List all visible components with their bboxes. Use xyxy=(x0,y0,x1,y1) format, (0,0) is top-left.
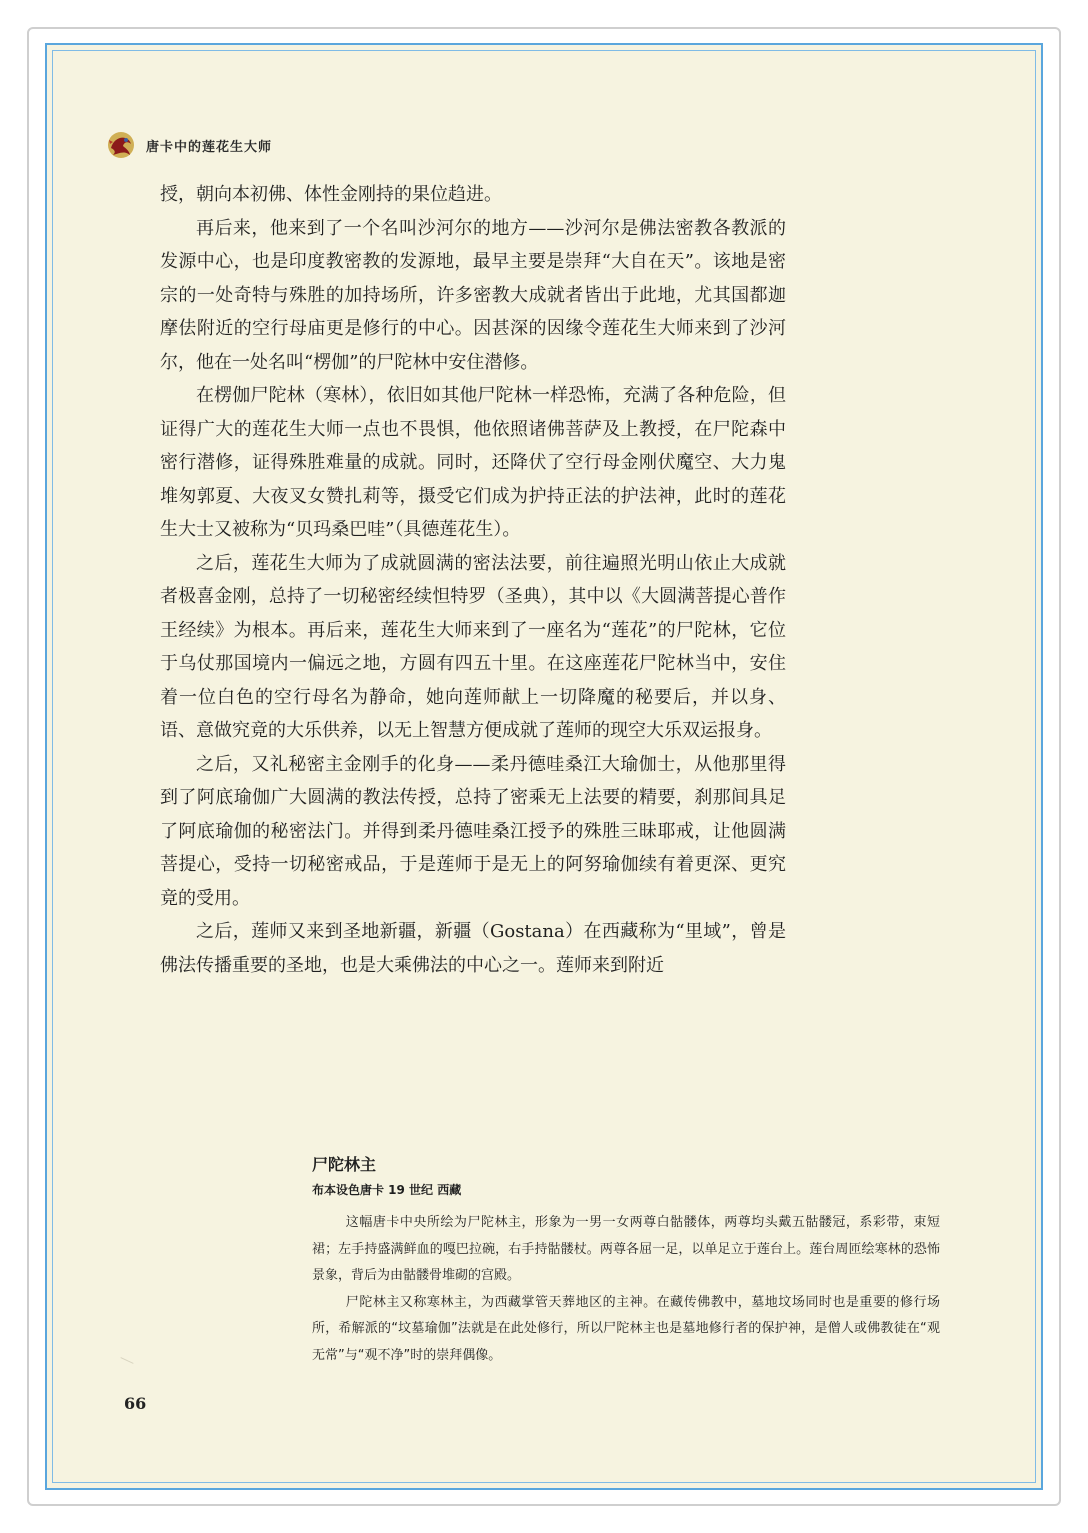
paragraph: 在楞伽尸陀林（寒林），依旧如其他尸陀林一样恐怖，充满了各种危险，但证得广大的莲花生大师一点也不畏惧，他依照诸佛菩萨及上教授，在尸陀森中密行潜修，证得殊胜难量的成就。同时，还降伏了空行母金刚伏魔空、大力鬼堆匆郭夏、大夜叉女赞扎莉等，摄受它们成为护持正法的护法神，此时的莲花生大士又被称为“贝玛桑巴哇”（具德莲花生）。 xyxy=(160,385,786,540)
running-header-title: 唐卡中的莲花生大师 xyxy=(146,139,273,155)
running-header xyxy=(104,126,272,164)
figure-caption xyxy=(312,1152,940,1369)
body-text xyxy=(160,178,786,982)
page-number: 66 xyxy=(124,1394,147,1413)
dragon-emblem-icon xyxy=(104,128,138,162)
caption-paragraph: 尸陀林主又称寒林主，为西藏掌管天葬地区的主神。在藏传佛教中，墓地坟场同时也是重要的修行场所，希解派的“坟墓瑜伽”法就是在此处修行，所以尸陀林主也是墓地修行者的保护神，是僧人或佛教徒在“观无常”与“观不净”时的崇拜偶像。 xyxy=(312,1294,940,1363)
paragraph: 之后，莲花生大师为了成就圆满的密法法要，前往遍照光明山依止大成就者极喜金刚，总持了一切秘密经续怛特罗（圣典），其中以《大圆满菩提心普作王经续》为根本。再后来，莲花生大师来到了一座名为“莲花”的尸陀林，它位于乌仗那国境内一偏远之地，方圆有四五十里。在这座莲花尸陀林当中，安住着一位白色的空行母名为静命，她向莲师献上一切降魔的秘要后，并以身、语、意做究竟的大乐供养，以无上智慧方便成就了莲师的现空大乐双运报身。 xyxy=(160,552,786,741)
caption-title: 尸陀林主 xyxy=(312,1155,377,1174)
caption-paragraph: 这幅唐卡中央所绘为尸陀林主，形象为一男一女两尊白骷髅体，两尊均头戴五骷髅冠，系彩带，束短裙；左手持盛满鲜血的嘎巴拉碗，右手持骷髅杖。两尊各屈一足，以单足立于莲台上。莲台周匝绘寒林的恐怖景象，背后为由骷髅骨堆砌的宫殿。 xyxy=(312,1215,940,1283)
paragraph: 授，朝向本初佛、体性金刚持的果位趋进。 xyxy=(160,184,502,205)
paragraph: 之后，莲师又来到圣地新疆，新疆（Gostana）在西藏称为“里域”，曾是佛法传播重要的圣地，也是大乘佛法的中心之一。莲师来到附近 xyxy=(160,921,786,976)
paragraph: 再后来，他来到了一个名叫沙河尔的地方——沙河尔是佛法密教各教派的发源中心，也是印度教密教的发源地，最早主要是崇拜“大自在天”。该地是密宗的一处奇特与殊胜的加持场所，许多密教大成就者皆出于此地，尤其国都迦摩佉附近的空行母庙更是修行的中心。因甚深的因缘令莲花生大师来到了沙河尔，他在一处名叫“楞伽”的尸陀林中安住潜修。 xyxy=(160,217,786,373)
caption-subtitle: 布本设色唐卡 19 世纪 西藏 xyxy=(312,1183,462,1197)
paragraph: 之后，又礼秘密主金刚手的化身——柔丹德哇桑江大瑜伽士，从他那里得到了阿底瑜伽广大圆满的教法传授，总持了密乘无上法要的精要，刹那间具足了阿底瑜伽的秘密法门。并得到柔丹德哇桑江授予的殊胜三昧耶戒，让他圆满菩提心，受持一切秘密戒品，于是莲师于是无上的阿努瑜伽续有着更深、更究竟的受用。 xyxy=(160,753,786,909)
